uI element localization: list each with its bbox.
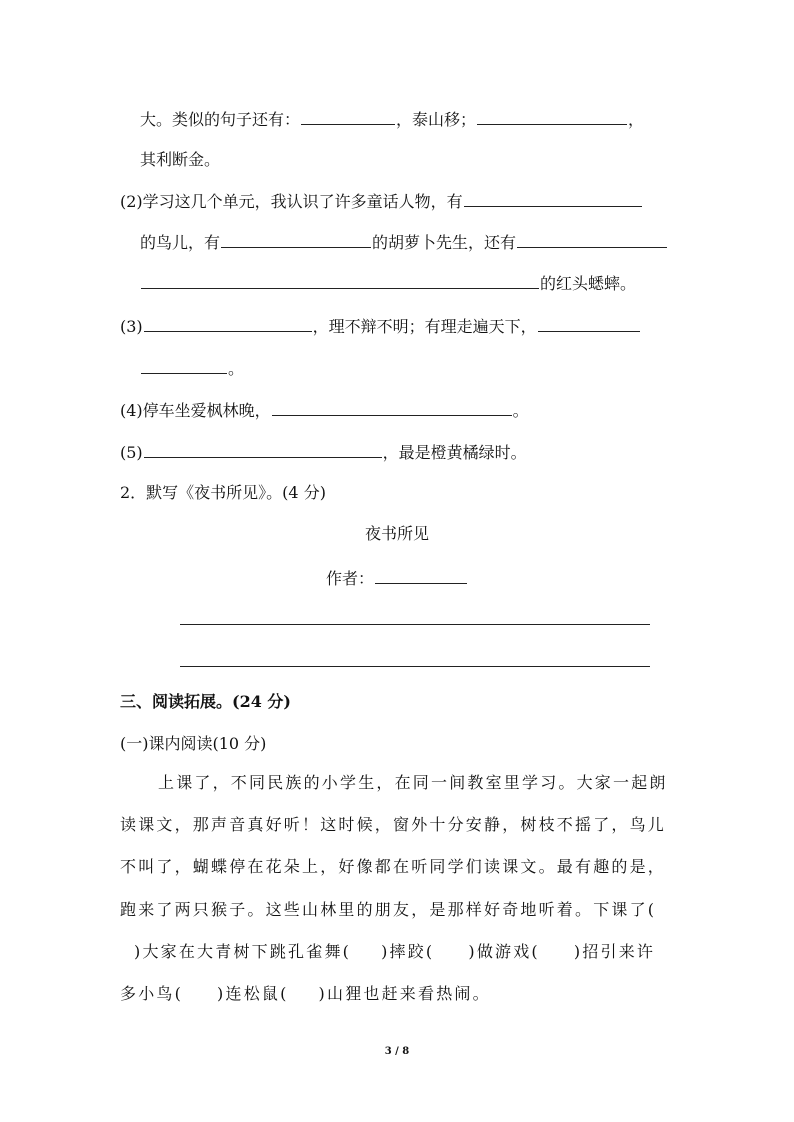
text: )连松鼠( [217, 984, 289, 1003]
poem-answer-line-1[interactable] [180, 624, 650, 625]
blank-answer[interactable] [141, 271, 539, 289]
text: ，最是橙黄橘绿时。 [382, 443, 527, 462]
passage-line-6 [120, 982, 491, 1006]
question-4-line [120, 398, 529, 422]
text: (2)学习这几个单元，我认识了许多童话人物，有 [120, 192, 463, 211]
text: 大。类似的句子还有： [140, 110, 301, 129]
text: 。 [228, 359, 245, 378]
poem-answer-line-2[interactable] [180, 666, 650, 667]
question-5-line [120, 440, 527, 464]
blank-answer[interactable] [517, 230, 667, 248]
passage-line-1: 上课了，不同民族的小学生，在同一间教室里学习。大家一起朗 [158, 773, 668, 792]
text: ，泰山移； [396, 110, 477, 129]
blank-answer[interactable] [477, 107, 627, 125]
text: )山狸也赶来看热闹。 [318, 984, 491, 1003]
text: 的胡萝卜先生，还有 [372, 233, 517, 252]
text: )摔跤( [381, 942, 435, 961]
page-number: 3 / 8 [384, 1046, 410, 1057]
blank-answer[interactable] [221, 230, 371, 248]
text: (5) [120, 443, 143, 462]
text: )招引来许 [573, 942, 656, 961]
text: 。 [512, 401, 529, 420]
passage-line-3: 不叫了，蝴蝶停在花朵上，好像都在听同学们读课文。最有趣的是， [120, 857, 667, 876]
section-3-subheading: (一)课内阅读(10 分) [120, 734, 267, 753]
fill-line-1 [140, 107, 644, 131]
text: (3) [120, 317, 143, 336]
text: 多小鸟( [120, 984, 184, 1003]
text: )做游戏( [468, 942, 540, 961]
text: ，理不辩不明；有理走遍天下， [312, 317, 537, 336]
passage-line-4: 跑来了两只猴子。这些山林里的朋友，是那样好奇地听着。下课了( [120, 900, 657, 919]
blank-answer[interactable] [144, 440, 382, 458]
question-3-line [120, 314, 641, 338]
blank-author[interactable] [375, 566, 467, 584]
fill-line-2 [140, 148, 220, 172]
blank-answer[interactable] [144, 314, 312, 332]
blank-answer[interactable] [141, 356, 227, 374]
text: )大家在大青树下跳孔雀舞( [134, 942, 352, 961]
blank-answer[interactable] [301, 107, 395, 125]
fill-line-7 [140, 356, 244, 380]
fill-line-4 [140, 230, 668, 254]
fill-line-5 [140, 271, 636, 295]
question-2-line [120, 189, 643, 213]
blank-answer[interactable] [464, 189, 642, 207]
text: 的红头蟋蟀。 [540, 274, 637, 293]
text: ， [628, 110, 645, 129]
poem-title: 夜书所见 [364, 524, 429, 543]
poem-author-line [0, 566, 794, 590]
passage-line-5 [120, 940, 655, 964]
section-3-heading: 三、阅读拓展。(24 分) [120, 692, 291, 711]
blank-answer[interactable] [538, 314, 640, 332]
question-2-title: 2．默写《夜书所见》。(4 分) [120, 483, 326, 502]
passage-line-2: 读课文，那声音真好听！这时候，窗外十分安静，树枝不摇了，鸟儿 [120, 815, 667, 834]
blank-answer[interactable] [272, 398, 512, 416]
text: 其利断金。 [140, 150, 221, 169]
text: 的鸟儿，有 [140, 233, 221, 252]
text: (4)停车坐爱枫林晚， [120, 401, 271, 420]
author-label: 作者： [325, 569, 374, 588]
